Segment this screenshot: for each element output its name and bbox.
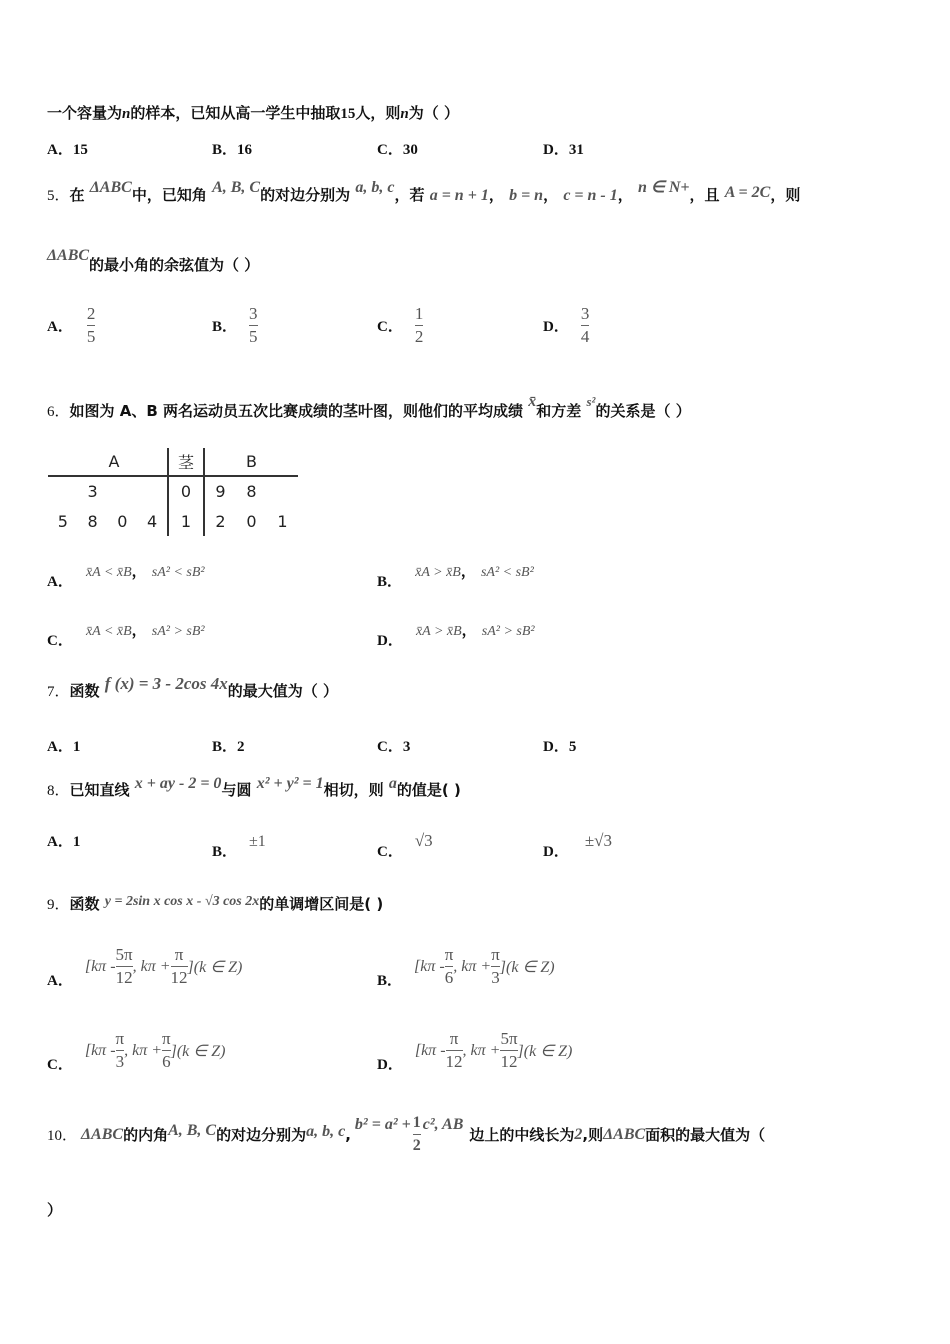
q9-option-c: C． [kπ - $\frac{\pi}{3}$ , kπ + $\frac{\pi}{6}$ ](k ∈ Z) [47,1029,226,1073]
q5-option-c: C． $\frac{1}{2}$ [377,304,424,346]
q8-option-b: B．±1 [212,833,266,860]
q5-option-a: A． $\frac{2}{5}$ [47,304,96,346]
stem-value: 1 [168,506,204,536]
q6-option-c: C． x̄A < x̄B， sA² > sB² [47,623,205,649]
q5-option-b: B． $\frac{3}{5}$ [212,304,258,346]
q5-stem-line1: 5．在 ΔABC中，已知角 A, B, C的对边分别为 a, b, c，若 a = n + 1， b = n， c = n - 1， n ∈ N+，且 A = 2C，则 [47,179,801,204]
q9-stem: 9．函数 y = 2sin x cos x - √3 cos 2x的单调增区间是( ) [47,894,384,913]
q5-stem-line2: ΔABC的最小角的余弦值为（ ） [47,247,260,274]
q6-option-d: D． x̄A > x̄B， sA² > sB² [377,623,535,649]
q7-option-b: B．2 [212,739,245,755]
q9-option-a: A． [kπ - $\frac{5\pi}{12}$ , kπ + $\frac{\pi}{12}$ ](k ∈ Z) [47,945,243,989]
q5-option-d: D． $\frac{3}{4}$ [543,304,590,346]
q9-option-b: B． [kπ - $\frac{\pi}{6}$ , kπ + $\frac{\pi}{3}$ ](k ∈ Z) [377,945,555,989]
q7-stem: 7．函数 f (x) = 3 - 2cos 4x的最大值为（ ） [47,674,338,700]
stem-leaf-header-b: B [204,448,298,476]
q7-option-d: D．5 [543,739,577,755]
q6-option-b: B． x̄A > x̄B， sA² < sB² [377,564,534,590]
q10-stem-tail: ） [47,1201,63,1219]
stem-leaf-header-stem: 茎 [168,448,204,476]
stem-value: 0 [168,476,204,506]
q4-option-d: D．31 [543,142,584,158]
q9-option-d: D． [kπ - $\frac{\pi}{12}$ , kπ + $\frac{5\pi}{12}$ ](k ∈ Z) [377,1029,573,1073]
q7-option-c: C．3 [377,739,411,755]
q8-option-a: A．1 [47,834,81,850]
q8-option-d: D．±√3 [543,831,613,860]
q6-stem: 6．如图为 A、B 两名运动员五次比赛成绩的茎叶图，则他们的平均成绩 x̄和方差 s²的关系是（ ） [47,393,691,420]
q4-stem: 一个容量为n的样本，已知从高一学生中抽取15人，则n为（ ） [47,104,459,122]
q4-option-c: C．30 [377,142,418,158]
q7-option-a: A．1 [47,739,81,755]
q10-stem: 10． ΔABC 的内角 A, B, C 的对边分别为 a, b, c , b² = a² + $\frac{1}{2}$ c², AB 边上的中线长为 2 ,则 ΔABC 面积的最大值为（ [47,1114,766,1154]
q6-option-a: A． x̄A < x̄B， sA² < sB² [47,564,205,590]
stem-leaf-header-a: A [48,448,168,476]
q8-option-c: C．√3 [377,831,433,860]
stem-leaf-plot: A 茎 B 3 0 9 8 5 8 0 4 1 2 0 1 [48,448,298,536]
q8-stem: 8．已知直线 x + ay - 2 = 0与圆 x² + y² = 1相切，则 a的值是( ) [47,775,461,799]
q4-option-b: B．16 [212,142,253,158]
q4-option-a: A．15 [47,142,88,158]
